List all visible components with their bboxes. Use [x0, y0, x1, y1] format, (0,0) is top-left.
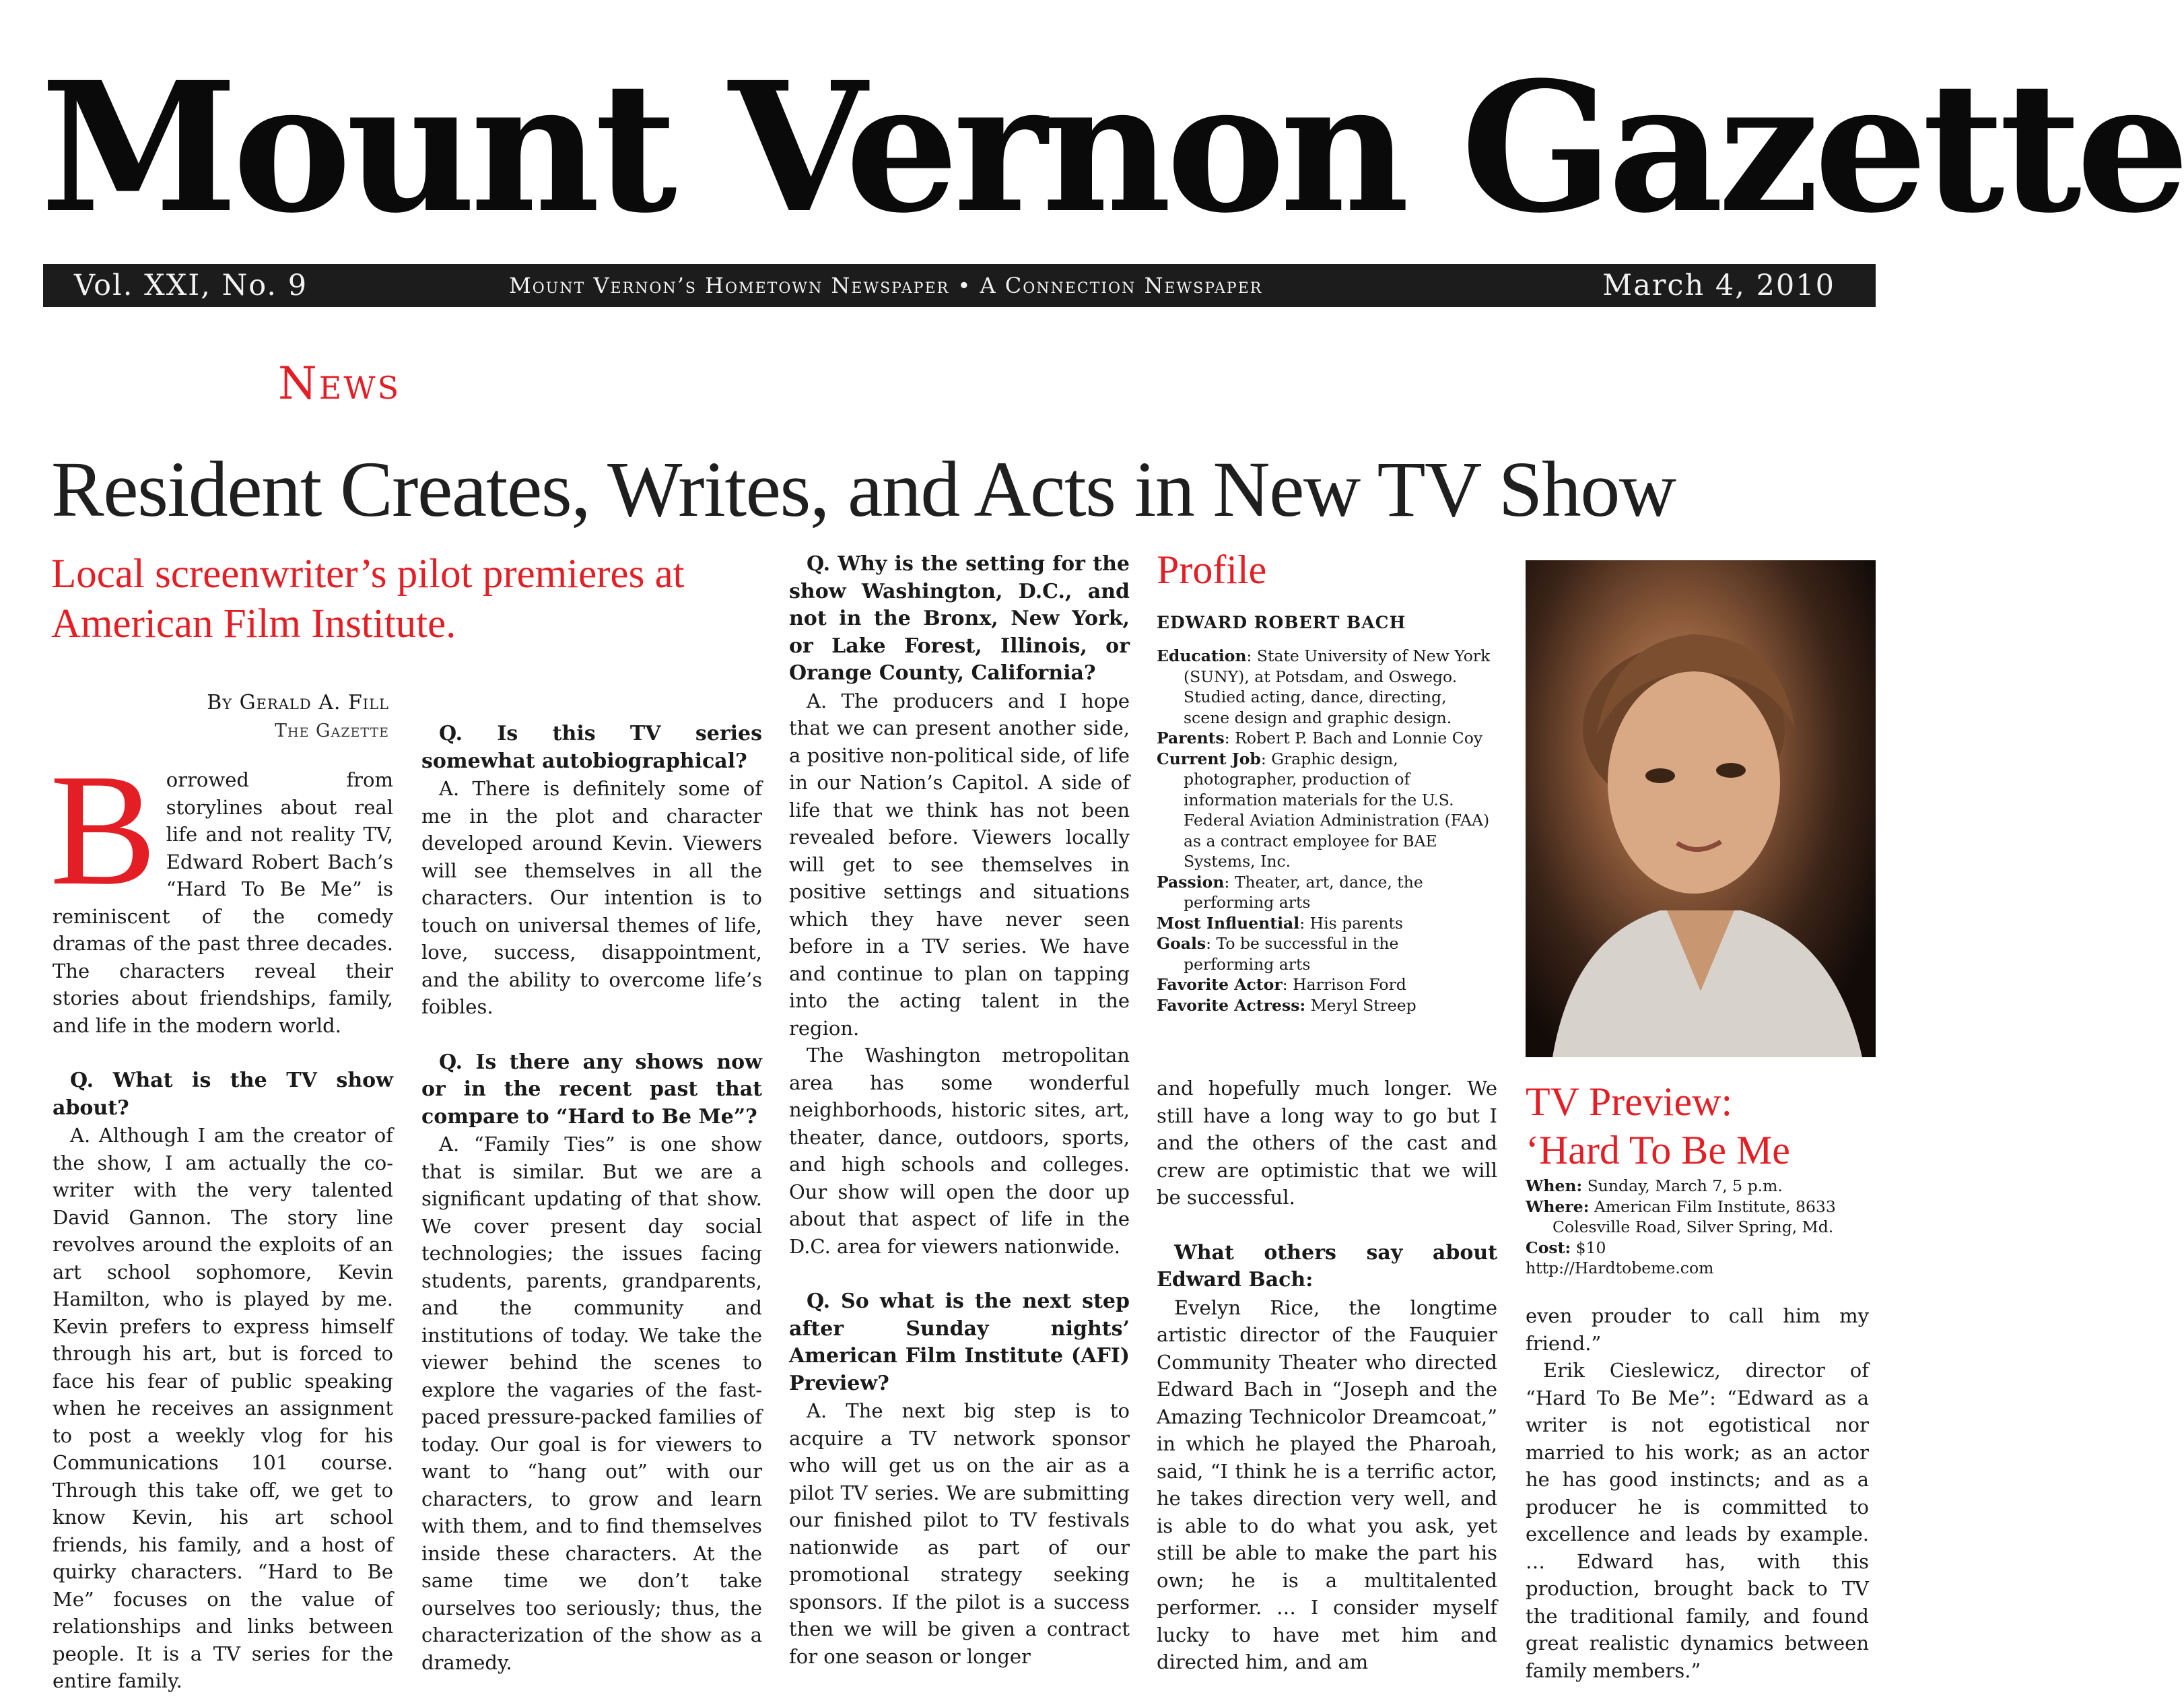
profile-item-value: State University of New York (SUNY), at Potsdam, and Oswego. Studied acting, dance, directing, scene design and graphic design. — [1184, 646, 1491, 727]
profile-item-label: Current Job — [1157, 749, 1261, 768]
profile-item-value: Theater, art, dance, the performing arts — [1184, 872, 1423, 912]
profile-item-label: Education — [1157, 646, 1247, 665]
profile-item-separator: : — [1282, 975, 1293, 994]
publication-credit: The Gazette — [275, 721, 389, 741]
profile-item-separator: : — [1224, 872, 1235, 892]
question-3: Q. Is there any shows now or in the recent past that compare to “Hard to Be Me”? — [421, 1050, 762, 1129]
question-5: Q. So what is the next step after Sunday nights’ American Film Institute (AFI) Preview? — [789, 1290, 1130, 1395]
profile-item — [1157, 646, 1492, 728]
profile-item — [1157, 995, 1492, 1016]
continued-paragraph-2: even prouder to call him my friend.” — [1526, 1304, 1869, 1355]
profile-item-label: Goals — [1157, 934, 1206, 953]
preview-details — [1526, 1176, 1876, 1279]
profile-item-label: Most Influential — [1157, 913, 1300, 933]
profile-box — [1157, 609, 1492, 1015]
section-label: News — [278, 358, 401, 409]
profile-item-separator: : — [1206, 934, 1217, 953]
profile-item-value: His parents — [1309, 913, 1403, 933]
profile-item — [1157, 933, 1492, 974]
answer-6: Evelyn Rice, the longtime artistic director of the Fauquier Community Theater who directed Edward Bach in “Joseph and the Amazing Technicolor Dreamcoat,” in which he played the Pharoah, said, “I think he is a terrific actor, he takes direction very well, and is able to do what you ask, yet still be able to make the part his own; he is a multitalented performer. … I consider myself lucky to have met him and directed him, and am — [1157, 1296, 1497, 1673]
masthead-title: Mount Vernon Gazette — [40, 43, 2184, 253]
profile-item-label: Favorite Actor — [1157, 975, 1283, 994]
article-column-4 — [1157, 1075, 1497, 1676]
answer-5: A. The next big step is to acquire a TV network sponsor who will get us on the air as a pilot TV series. We are submitting our finished pilot to TV festivals nationwide as part of our promotional strategy seeking sponsors. If the pilot is a success then we will be given a contract for one season or longer — [789, 1399, 1130, 1668]
question-2: Q. Is this TV series somewhat autobiographical? — [421, 722, 762, 773]
volume-number: Vol. XXI, No. 9 — [74, 269, 308, 302]
profile-item-separator: : — [1299, 913, 1310, 933]
answer-7: Erik Cieslewicz, director of “Hard To Be Me”: “Edward as a writer is not egotistical nor married to his work; as an actor he has good instincts; and as a producer he is committed to excellence and leads by example. … Edward has, with this production, brought back to TV the traditional family, and found great realistic dynamics between family members.” — [1526, 1359, 1869, 1682]
article-column-2 — [421, 721, 762, 1676]
profile-item-label: Favorite Actress: — [1157, 995, 1306, 1015]
portrait-photo — [1526, 560, 1876, 1057]
profile-item — [1157, 913, 1492, 934]
answer-4b: The Washington metropolitan area has some wonderful neighborhoods, historic sites, art, theater, dance, outdoors, sports, and high schools and colleges. Our show will open the door up about that aspect of life in the D.C. area for viewers nationwide. — [789, 1044, 1130, 1258]
profile-item-value: To be successful in the performing arts — [1184, 934, 1399, 974]
answer-2: A. There is definitely some of me in the plot and character developed around Kevin. Viewers will see themselves in all the characters. Our intention is to touch on universal themes of life, love, success, disappointment, and the ability to overcome life’s foibles. — [421, 777, 762, 1018]
profile-item — [1157, 974, 1492, 995]
profile-item-separator: : — [1260, 749, 1272, 768]
article-column-3 — [789, 551, 1130, 1670]
preview-where: Where: American Film Institute, 8633 Colesville Road, Silver Spring, Md. — [1526, 1197, 1836, 1236]
question-1: Q. What is the TV show about? — [53, 1069, 393, 1120]
deck: Local screenwriter’s pilot premieres at American Film Institute. — [51, 551, 685, 646]
profile-item — [1157, 749, 1492, 872]
article-column-5 — [1526, 1302, 1869, 1684]
profile-title: Profile — [1157, 547, 1267, 592]
article-column-1 — [50, 741, 393, 1695]
profile-item — [1157, 728, 1492, 749]
headline: Resident Creates, Writes, and Acts in New TV Show — [51, 445, 1676, 533]
profile-item-value: Robert P. Bach and Lonnie Coy — [1235, 729, 1483, 747]
profile-item-label: Passion — [1157, 872, 1225, 892]
masthead-tagline: Mount Vernon’s Hometown Newspaper • A Connection Newspaper — [509, 273, 1263, 298]
preview-when: When: Sunday, March 7, 5 p.m. — [1526, 1176, 1783, 1195]
preview-title: TV Preview: ‘Hard To Be Me — [1526, 1079, 1790, 1172]
byline: By Gerald A. Fill — [207, 691, 389, 714]
dropcap: B — [50, 741, 157, 918]
profile-item-separator: : — [1246, 646, 1257, 665]
issue-date: March 4, 2010 — [1602, 269, 1835, 302]
profile-item-value: Graphic design, photographer, production of information materials for the U.S. Federal Aviation Administration (FAA) as a contract employee for BAE Systems, Inc. — [1184, 749, 1490, 871]
answer-1: A. Although I am the creator of the show, I am actually the co-writer with the very talented David Gannon. The story line revolves around the exploits of an art school sophomore, Kevin Hamilton, who is played by me. Kevin prefers to express himself through his art, but is forced to face his fear of public speaking when he receives an assignment to post a weekly vlog for his Communications 101 course. Through this take off, we get to know Kevin, his art school friends, his family, and a host of quirky characters. “Hard to Be Me” focuses on the value of relationships and links between people. It is a TV series for the entire family. — [53, 1124, 393, 1692]
profile-item-separator: : — [1224, 729, 1235, 747]
masthead-bar — [43, 264, 1876, 307]
continued-paragraph: and hopefully much longer. We still have a long way to go but I and the others of the cast and crew are optimistic that we will be successful. — [1157, 1077, 1497, 1209]
profile-list — [1157, 646, 1492, 1015]
preview-link[interactable]: http://Hardtobeme.com — [1526, 1259, 1714, 1277]
profile-name: EDWARD ROBERT BACH — [1157, 613, 1406, 632]
question-6: What others say about Edward Bach: — [1157, 1240, 1497, 1292]
profile-item-value: Harrison Ford — [1293, 975, 1406, 994]
profile-item-label: Parents — [1157, 729, 1225, 747]
answer-4a: A. The producers and I hope that we can present another side, a positive non-political side, of life in our Nation’s Capitol. A side of life that we think has not been revealed before. Viewers locally will get to see themselves in positive settings and situations which they have never seen before in a TV series. We have and continue to plan on tapping into the acting talent in the region. — [789, 689, 1130, 1040]
question-4: Q. Why is the setting for the show Washington, D.C., and not in the Bronx, New York, or Lake Forest, Illinois, or Orange County, California? — [789, 552, 1130, 685]
intro-paragraph: Borrowed from storylines about real life and not reality TV, Edward Robert Bach’s “Hard To Be Me” is reminiscent of the comedy dramas of the past three decades. The characters reveal their stories about friendships, family, and life in the modern world. — [50, 741, 393, 1037]
portrait-illustration — [1526, 560, 1876, 1057]
answer-3: A. “Family Ties” is one show that is similar. But we are a significant updating of that show. We cover present day social technologies; the issues facing students, parents, grandparents, and the community and institutions of today. We take the viewer behind the scenes to explore the vagaries of the fast-paced pressure-packed families of today. Our goal is for viewers to want to “hang out” with our characters, to grow and learn with them, and to find themselves inside these characters. At the same time we don’t take ourselves too seriously; thus, the characterization of the show as a dramedy. — [421, 1133, 762, 1674]
preview-cost: Cost: $10 — [1526, 1238, 1606, 1257]
profile-item-value: Meryl Streep — [1310, 995, 1417, 1015]
profile-item-separator — [1305, 996, 1310, 1015]
profile-item — [1157, 872, 1492, 913]
